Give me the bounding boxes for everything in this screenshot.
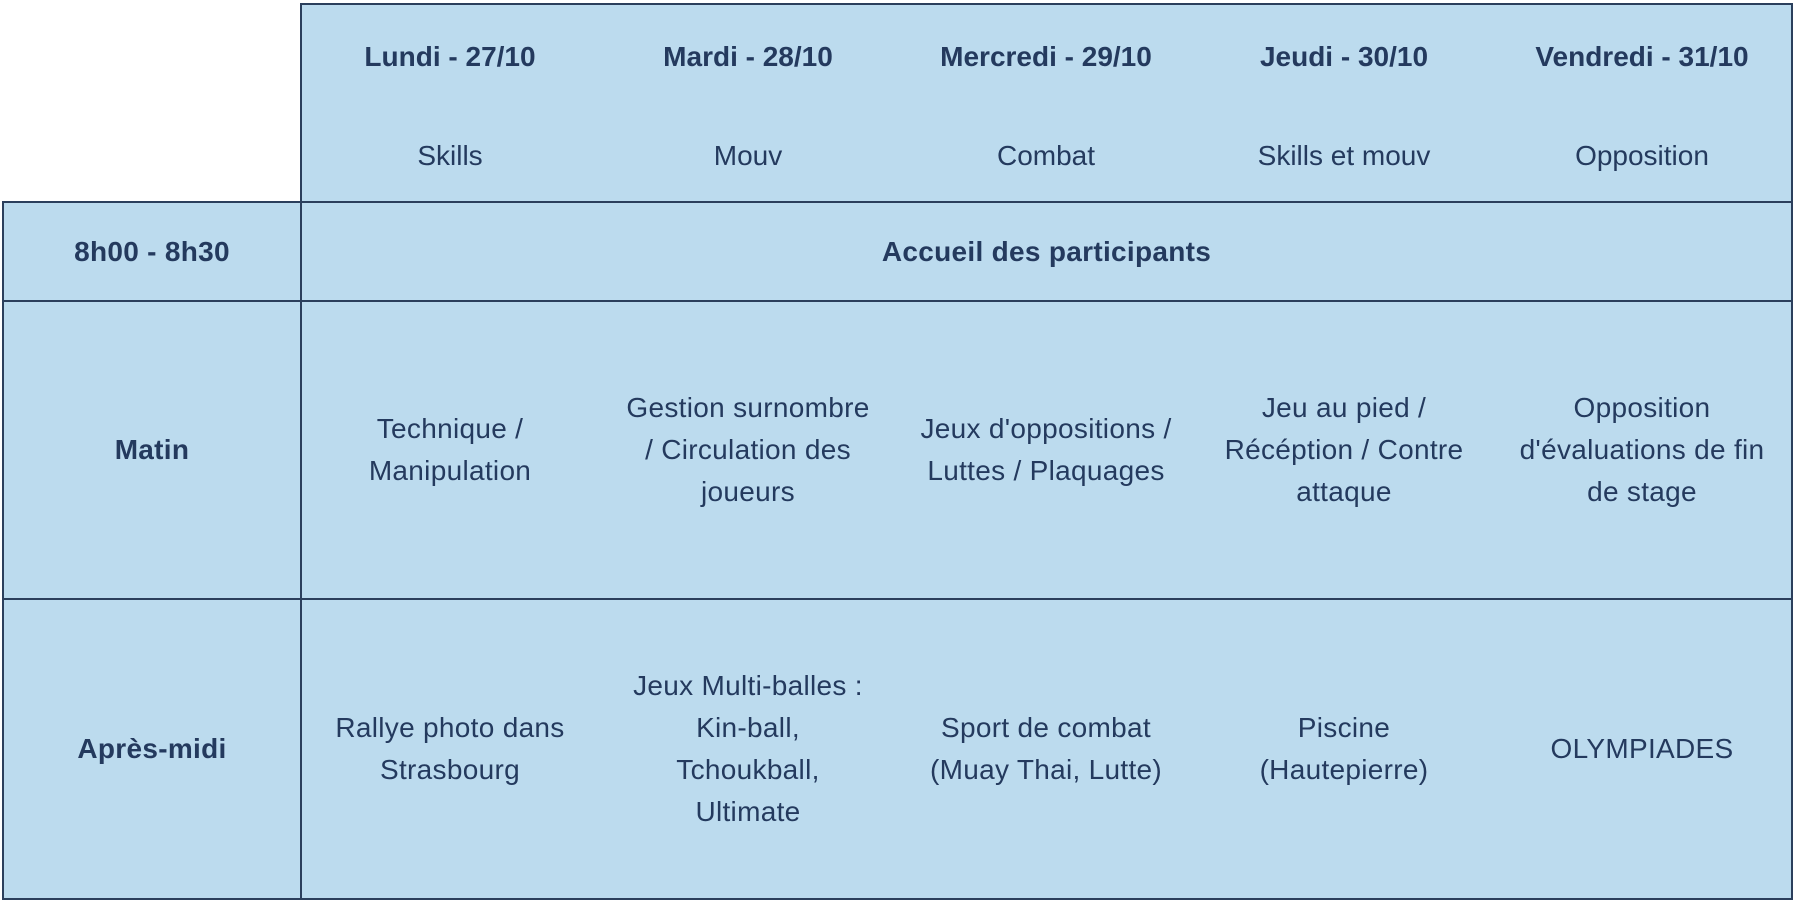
day-title-tuesday: Mardi - 28/10 bbox=[663, 41, 833, 72]
day-column-monday bbox=[301, 3, 599, 203]
day-theme-monday: Skills bbox=[417, 140, 483, 171]
day-title-thursday: Jeudi - 30/10 bbox=[1259, 41, 1429, 72]
day-column-wednesday bbox=[897, 3, 1195, 203]
morning-monday: Technique / Manipulation bbox=[368, 413, 532, 486]
morning-tuesday: Gestion surnombre / Circulation des joueurs bbox=[626, 392, 870, 507]
row-label-arrival-time bbox=[2, 201, 302, 302]
day-theme-wednesday: Combat bbox=[996, 140, 1096, 171]
row-label-morning bbox=[2, 300, 302, 600]
afternoon-tuesday: Jeux Multi-balles : Kin-ball, Tchoukball, Ultimate bbox=[633, 670, 863, 827]
arrival-text: Accueil des participants bbox=[881, 235, 1212, 267]
arrival-cell bbox=[300, 201, 1793, 302]
day-column-tuesday bbox=[599, 3, 897, 203]
afternoon-wednesday: Sport de combat (Muay Thai, Lutte) bbox=[929, 712, 1163, 785]
morning-thursday: Jeu au pied / Récéption / Contre attaque bbox=[1224, 392, 1464, 507]
day-title-wednesday: Mercredi - 29/10 bbox=[940, 41, 1152, 72]
afternoon-friday: OLYMPIADES bbox=[1550, 733, 1734, 764]
afternoon-label: Après-midi bbox=[77, 733, 227, 764]
row-label-afternoon bbox=[2, 598, 302, 900]
day-title-monday: Lundi - 27/10 bbox=[364, 41, 536, 72]
day-theme-friday: Opposition bbox=[1575, 140, 1709, 171]
morning-label: Matin bbox=[114, 434, 190, 465]
day-theme-thursday: Skills et mouv bbox=[1257, 140, 1431, 171]
arrival-time-label: 8h00 - 8h30 bbox=[74, 235, 230, 267]
morning-friday: Opposition d'évaluations de fin de stage bbox=[1519, 392, 1765, 507]
day-column-thursday bbox=[1195, 3, 1493, 203]
day-column-friday bbox=[1493, 3, 1791, 203]
day-theme-tuesday: Mouv bbox=[713, 140, 783, 171]
afternoon-monday: Rallye photo dans Strasbourg bbox=[335, 712, 565, 785]
morning-wednesday: Jeux d'oppositions / Luttes / Plaquages bbox=[920, 413, 1172, 486]
day-title-friday: Vendredi - 31/10 bbox=[1535, 41, 1749, 72]
afternoon-thursday: Piscine (Hautepierre) bbox=[1259, 712, 1429, 785]
